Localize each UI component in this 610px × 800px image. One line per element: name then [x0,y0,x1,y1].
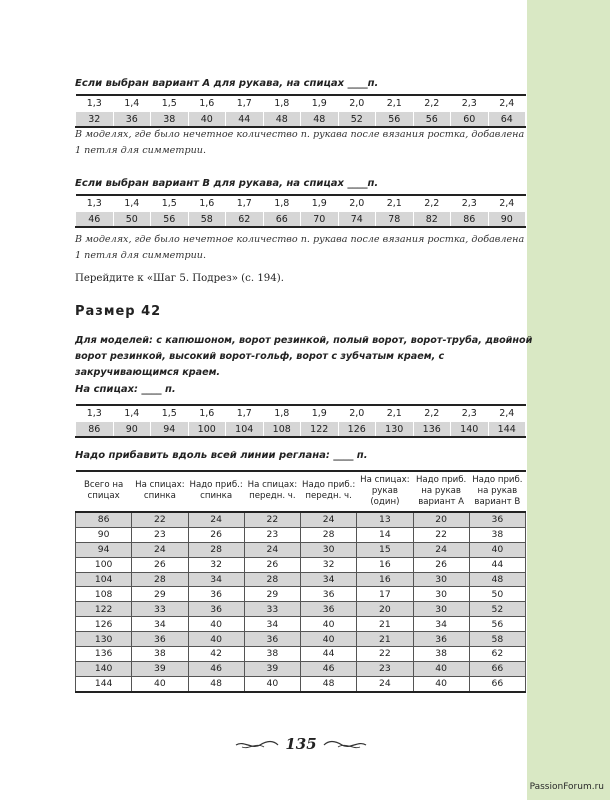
table-cell: 46 [188,661,244,676]
stitch-count-cell: 32 [76,112,114,128]
stitch-count-cell: 48 [263,112,301,128]
stitch-count-cell: 70 [301,212,339,228]
column-header: На спицах: рукав (один) [357,471,413,512]
needle-size-cell: 2,3 [451,405,489,422]
table-cell: 16 [357,557,413,572]
table-cell: 66 [469,661,525,676]
stitch-count-cell: 90 [113,422,151,438]
table-row [76,676,526,691]
table-cell: 40 [413,676,469,691]
table-cell: 23 [132,527,188,542]
raglan-table-body [76,512,526,692]
stitch-count-cell: 52 [338,112,376,128]
table-row [76,661,526,676]
table-cell: 44 [469,557,525,572]
column-header: Надо приб.: передн. ч. [301,471,357,512]
needle-size-cell: 2,1 [376,95,414,112]
table-cell: 40 [301,617,357,632]
needle-size-cell: 2,2 [413,95,451,112]
table-cell: 144 [76,676,132,691]
stitch-count-cell: 144 [488,422,526,438]
table-cell: 34 [132,617,188,632]
stitch-count-cell: 82 [413,212,451,228]
table-cell: 28 [132,572,188,587]
table-cell: 36 [188,587,244,602]
table-cell: 40 [244,676,300,691]
needle-size-cell: 1,3 [76,405,114,422]
table-cell: 20 [413,512,469,527]
table-value-row [76,112,526,128]
stitch-count-cell: 56 [413,112,451,128]
table-cell: 13 [357,512,413,527]
stitch-count-cell: 48 [301,112,339,128]
needle-size-cell: 2,3 [451,195,489,212]
table-cell: 48 [301,676,357,691]
stitch-count-cell: 60 [451,112,489,128]
needle-size-cell: 2,0 [338,195,376,212]
table-cell: 36 [301,587,357,602]
table-cell: 32 [301,557,357,572]
table-cell: 52 [469,602,525,617]
table-cell: 40 [469,542,525,557]
stitch-count-cell: 36 [113,112,151,128]
table-cell: 42 [188,647,244,662]
table-row [76,632,526,647]
needle-size-cell: 2,1 [376,195,414,212]
table-row [76,527,526,542]
needle-size-cell: 1,8 [263,405,301,422]
table-value-row [76,212,526,228]
table-cell: 48 [469,572,525,587]
needle-size-cell: 1,9 [301,195,339,212]
table-cell: 38 [132,647,188,662]
stitch-count-cell: 136 [413,422,451,438]
table-row [76,647,526,662]
needle-size-cell: 1,5 [151,95,189,112]
stitch-count-cell: 90 [488,212,526,228]
stitch-count-cell: 122 [301,422,339,438]
needle-size-cell: 2,1 [376,405,414,422]
table-cell: 23 [357,661,413,676]
table-cell: 24 [132,542,188,557]
table-cell: 130 [76,632,132,647]
needle-size-cell: 1,6 [188,405,226,422]
table-cell: 29 [244,587,300,602]
site-watermark: PassionForum.ru [529,782,604,792]
table-cell: 34 [413,617,469,632]
needles-table [75,404,526,438]
table-cell: 28 [244,572,300,587]
table-cell: 15 [357,542,413,557]
needle-size-cell: 1,4 [113,405,151,422]
needles-heading: На спицах: ____ п. [75,384,176,395]
needle-size-cell: 1,7 [226,95,264,112]
table-cell: 44 [301,647,357,662]
table-row [76,587,526,602]
table-cell: 39 [132,661,188,676]
table-cell: 38 [413,647,469,662]
section-a-heading: Если выбран вариант А для рукава, на спицах ____п. [75,78,379,89]
table-cell: 140 [76,661,132,676]
needle-size-cell: 2,4 [488,95,526,112]
table-row [76,617,526,632]
table-cell: 22 [244,512,300,527]
section-a-note: В моделях, где было нечетное количество п. рукава после вязания ростка, добавлена 1 петля для симметрии. [75,129,525,156]
table-row [76,602,526,617]
needle-size-cell: 2,2 [413,195,451,212]
table-cell: 36 [132,632,188,647]
goto-instruction: Перейдите к «Шаг 5. Подрез» (с. 194). [75,273,284,284]
table-cell: 30 [301,542,357,557]
table-header-row [76,471,526,512]
table-cell: 122 [76,602,132,617]
stitch-count-cell: 62 [226,212,264,228]
table-cell: 24 [188,512,244,527]
table-cell: 20 [357,602,413,617]
page-number-block [75,735,527,753]
table-cell: 30 [413,602,469,617]
table-cell: 38 [469,527,525,542]
table-cell: 16 [357,572,413,587]
stitch-count-cell: 78 [376,212,414,228]
table-cell: 94 [76,542,132,557]
table-cell: 26 [188,527,244,542]
table-cell: 100 [76,557,132,572]
section-a-table [75,94,526,128]
table-cell: 40 [413,661,469,676]
table-cell: 36 [469,512,525,527]
table-cell: 33 [132,602,188,617]
table-cell: 24 [301,512,357,527]
needle-size-cell: 1,3 [76,95,114,112]
stitch-count-cell: 100 [188,422,226,438]
needle-size-cell: 1,8 [263,195,301,212]
stitch-count-cell: 50 [113,212,151,228]
stitch-count-cell: 56 [151,212,189,228]
table-cell: 40 [188,632,244,647]
section-b-table [75,194,526,228]
needle-size-cell: 1,5 [151,405,189,422]
table-cell: 34 [301,572,357,587]
stitch-count-cell: 38 [151,112,189,128]
table-cell: 22 [132,512,188,527]
table-cell: 21 [357,617,413,632]
needle-size-cell: 1,3 [76,195,114,212]
table-cell: 26 [244,557,300,572]
needle-size-cell: 2,4 [488,405,526,422]
column-header: На спицах: передн. ч. [244,471,300,512]
stitch-count-cell: 94 [151,422,189,438]
column-header: Надо приб. на рукав вариант А [413,471,469,512]
needle-size-cell: 1,7 [226,405,264,422]
column-header: Всего на спицах [76,471,132,512]
needle-size-cell: 1,6 [188,95,226,112]
table-cell: 23 [244,527,300,542]
needle-size-cell: 1,8 [263,95,301,112]
table-cell: 126 [76,617,132,632]
table-cell: 22 [357,647,413,662]
page-number: 135 [285,735,317,753]
raglan-table [75,470,526,693]
needle-size-cell: 1,6 [188,195,226,212]
stitch-count-cell: 58 [188,212,226,228]
needle-size-cell: 1,9 [301,405,339,422]
table-cell: 39 [244,661,300,676]
table-cell: 46 [301,661,357,676]
table-cell: 40 [301,632,357,647]
table-cell: 66 [469,676,525,691]
stitch-count-cell: 64 [488,112,526,128]
table-row [76,542,526,557]
table-cell: 38 [244,647,300,662]
table-row [76,512,526,527]
table-cell: 36 [188,602,244,617]
stitch-count-cell: 56 [376,112,414,128]
green-margin-band [527,0,610,800]
table-cell: 62 [469,647,525,662]
table-row [76,557,526,572]
table-cell: 33 [244,602,300,617]
table-header-row [76,95,526,112]
needle-size-cell: 1,4 [113,95,151,112]
models-description: Для моделей: с капюшоном, ворот резинкой, полый ворот, ворот-труба, двойной ворот резинкой, высокий ворот-гольф, ворот с зубчатым краем, с закручивающимся краем. [75,335,533,378]
right-flourish-icon [322,739,368,751]
needle-size-cell: 1,4 [113,195,151,212]
needle-size-cell: 1,5 [151,195,189,212]
stitch-count-cell: 108 [263,422,301,438]
column-header: Надо приб. на рукав вариант В [469,471,525,512]
needle-size-cell: 2,3 [451,95,489,112]
stitch-count-cell: 140 [451,422,489,438]
stitch-count-cell: 40 [188,112,226,128]
table-header-row [76,405,526,422]
needle-size-cell: 2,2 [413,405,451,422]
table-cell: 90 [76,527,132,542]
needle-size-cell: 1,9 [301,95,339,112]
stitch-count-cell: 86 [76,422,114,438]
table-cell: 36 [413,632,469,647]
needle-size-cell: 2,0 [338,405,376,422]
table-cell: 56 [469,617,525,632]
table-cell: 29 [132,587,188,602]
table-cell: 26 [132,557,188,572]
table-cell: 17 [357,587,413,602]
table-value-row [76,422,526,438]
table-cell: 40 [188,617,244,632]
table-row [76,572,526,587]
raglan-heading: Надо прибавить вдоль всей линии реглана: ____ п. [75,450,368,461]
needle-size-cell: 2,4 [488,195,526,212]
table-cell: 136 [76,647,132,662]
table-cell: 36 [301,602,357,617]
table-cell: 40 [132,676,188,691]
left-flourish-icon [234,739,280,751]
table-cell: 28 [301,527,357,542]
stitch-count-cell: 126 [338,422,376,438]
table-cell: 30 [413,587,469,602]
needle-size-cell: 1,7 [226,195,264,212]
stitch-count-cell: 130 [376,422,414,438]
section-b-note: В моделях, где было нечетное количество п. рукава после вязания ростка, добавлена 1 петля для симметрии. [75,234,525,261]
stitch-count-cell: 66 [263,212,301,228]
table-cell: 22 [413,527,469,542]
table-cell: 36 [244,632,300,647]
stitch-count-cell: 46 [76,212,114,228]
stitch-count-cell: 74 [338,212,376,228]
table-cell: 28 [188,542,244,557]
table-cell: 24 [244,542,300,557]
column-header: Надо приб.: спинка [188,471,244,512]
stitch-count-cell: 104 [226,422,264,438]
table-cell: 34 [244,617,300,632]
table-cell: 24 [357,676,413,691]
table-cell: 30 [413,572,469,587]
table-cell: 48 [188,676,244,691]
stitch-count-cell: 44 [226,112,264,128]
table-cell: 14 [357,527,413,542]
stitch-count-cell: 86 [451,212,489,228]
table-cell: 21 [357,632,413,647]
table-cell: 26 [413,557,469,572]
table-cell: 104 [76,572,132,587]
column-header: На спицах: спинка [132,471,188,512]
table-cell: 86 [76,512,132,527]
size-title: Размер 42 [75,304,162,319]
needle-size-cell: 2,0 [338,95,376,112]
table-cell: 50 [469,587,525,602]
table-cell: 34 [188,572,244,587]
table-header-row [76,195,526,212]
table-cell: 58 [469,632,525,647]
section-b-heading: Если выбран вариант В для рукава, на спицах ____п. [75,178,379,189]
table-cell: 32 [188,557,244,572]
table-cell: 108 [76,587,132,602]
table-cell: 24 [413,542,469,557]
